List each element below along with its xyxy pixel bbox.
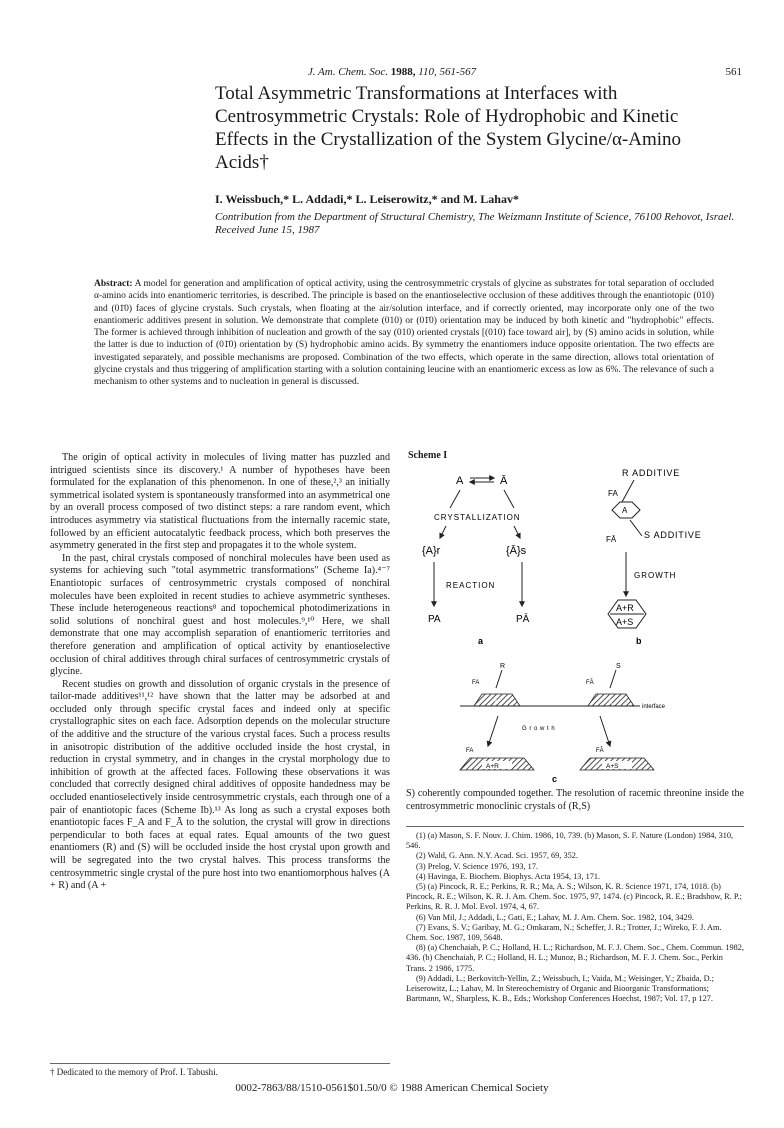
reference-item: (3) Prelog, V. Science 1976, 193, 17. xyxy=(416,861,539,871)
page-number: 561 xyxy=(725,66,742,78)
c-r-line xyxy=(496,670,502,688)
scheme-c-right-result: A+S xyxy=(606,763,619,770)
journal-year: 1988, xyxy=(390,66,416,78)
r-additive-line xyxy=(622,480,634,502)
reference-item: (7) Evans, S. V.; Garibay, M. G.; Omkaram, N.; Scheffer, J. R.; Trotter, J.; Wireko, F. J. Am. Chem. Soc. 1987, 109, 5648. xyxy=(406,922,722,943)
scheme-panel-c xyxy=(460,663,666,782)
scheme-b-r-additive: R ADDITIVE xyxy=(622,468,681,478)
scheme-c-fa-bottom: FA xyxy=(466,748,474,754)
scheme-b-result-bottom: A+S xyxy=(616,617,634,627)
scheme-panel-b xyxy=(606,468,702,646)
scheme-a-left-set: {A}r xyxy=(422,545,441,557)
reference-item: (6) Van Mil, J.; Addadi, L.; Gati, E.; Lahav, M. J. Am. Chem. Soc. 1982, 104, 3429. xyxy=(416,912,694,922)
scheme-c-r: R xyxy=(500,663,506,670)
scheme-c-interface: interface xyxy=(642,704,666,710)
scheme-a-label: a xyxy=(478,636,484,646)
body-paragraph: In the past, chiral crystals composed of nonchiral molecules have been used as systems for achieving such "total asymmetric transformations" (Scheme Ia).⁴⁻⁷ Enantiotopic surfaces of centrosymmetric crystals composed of nonchiral molecules have been exploited in recent studies to achieve asymmetric syntheses. These include heterogeneous reactions⁸ and topochemical photodimerizations in solid solutions of nonchiral guest and host molecules.⁹,¹⁰ Here, we shall demonstrate that one may accomplish separation of enantiomeric territories and therefore generation and amplification of optical activity by enantioselective occlusion of chiral additives through chiral surfaces of centrosymmetric crystals of glycine. xyxy=(50,552,390,678)
journal-volume-pages: 110, 561-567 xyxy=(418,66,477,78)
scheme-b-crystal: A xyxy=(622,506,628,515)
dedication-footnote: † Dedicated to the memory of Prof. I. Tabushi. xyxy=(50,1063,390,1077)
abstract xyxy=(94,278,714,389)
scheme-c-fa-top: FA xyxy=(472,680,480,686)
scheme-a-left-product: PA xyxy=(428,614,441,625)
scheme-a-crystallization: CRYSTALLIZATION xyxy=(434,513,521,522)
article-authors: I. Weissbuch,* L. Addadi,* L. Leiserowitz,* and M. Lahav* xyxy=(215,192,519,206)
scheme-a-top-right: Ā xyxy=(500,475,508,487)
journal-name: J. Am. Chem. Soc. xyxy=(307,66,389,78)
arrow-crystallize-right xyxy=(514,526,520,538)
branch-line-right xyxy=(504,490,514,508)
body-left-column xyxy=(50,452,390,893)
reference-item: (5) (a) Pincock, R. E.; Perkins, R. R.; Ma, A. S.; Wilson, K. R. Science 1971, 174, 1018. (b) Pincock, R. E.; Wilson, K. R. J. Am. Chem. Soc. 1975, 97, 1474. (c) Pincock, R. E.; Bradshow, R. P.; Perkins, R. R. J. Mol. Evol. 1974, 4, 67. xyxy=(406,882,742,912)
reference-item: (9) Addadi, L.; Berkovitch-Yellin, Z.; Weissbuch, I.; Vaida, M.; Weisinger, Y.; Zbaida, D.; Leiserowitz, L.; Lahav, M. In Stereochemistry of Organic and Bioorganic Transformations; Bartmann, W., Sharpless, K. B., Eds.; Workshop Conferences Hoechst, 1987; Vol. 17, p 127. xyxy=(406,973,714,1004)
branch-line-left xyxy=(450,490,460,508)
scheme-c-left-result: A+R xyxy=(486,763,499,770)
body-paragraph: Recent studies on growth and dissolution of organic crystals in the presence of tailor-made additives¹¹,¹² have shown that the latter may be adsorbed at and occluded only through specific crystal faces and indeed only at specific crystallographic sites on each face. Adsorption depends on the molecular structure of the additive and the structure of the various crystal faces. Such a process results in anisotropic distribution of the additive occluded inside the host crystal, in reduction in crystal symmetry, and in changes in the crystal morphology due to inhibition of growth at the affected faces. Following these observations it was concluded that correctly designed chiral additives of opposite handedness may be occluded enantioselectively inside centrosymmetric crystals, each through one of a pair of enantiotopic faces (Scheme Ib).¹³ As long as such a crystal exposes both enantiotopic faces F_A and F_Ā to the solution, the crystal will grow in directions perpendicular to both faces at equal rates. Equal amounts of the two guest enantiomers (R) and (S) will be occluded inside the host crystal upon growth and will be segregated into the two crystal halves. This process transforms the centrosymmetric single crystal of the pure host into two enantiomorphous halves (A + R) and (A + xyxy=(50,678,390,892)
body-paragraph: The origin of optical activity in molecules of living matter has puzzled and intrigued scientists since its discovery.¹ A number of hypotheses have been formulated for the explanation of this phenomenon. In one of these,²,³ an initially symmetrical isolated system is spontaneously transformed into an asymmetrical one by an overall process composed of two distinct steps: a rare random event, which introduces asymmetry via statistical fluctuations from the internally racemic state, followed by an efficient autocatalytic feedback process, which both preserves the asymmetry generated in the first step and propagates it to the whole system. xyxy=(50,452,390,552)
abstract-text: A model for generation and amplification of optical activity, using the centrosymmetric crystals of glycine as substrates for total separation of occluded α-amino acids into enantiomeric territories, is described. The principle is based on the enantioselective occlusion of these additives through the enantiotopic (010) and (01̄0) faces of glycine crystals. Such crystals, when floating at the air/solution interface, and if correctly oriented, may incorporate only one of the two enantiomeric additives present in solution. We demonstrate that complete (010) or (01̄0) orientation may be induced by both kinetic and "hydrophobic" effects. The former is achieved through inhibition of nucleation and growth of the say (010) oriented crystals [(010) face toward air], by (S) amino acids in solution, while the latter is due to induction of (01̄0) orientation by (S) hydrophobic amino acids. By symmetry the enantiomers induce opposite orientation. The two effects are investigated separately, and possible mechanisms are proposed. Combination of the two effects, which operate in the same direction, allows total orientation of glycine crystals and thus triggering of amplification starting with a solution containing leucine with an enantiomeric excess as low as 6%. The relevance of such a mechanism to other systems and to nucleation in general is discussed. xyxy=(94,279,714,388)
scheme-c-growth: G r o w t h xyxy=(522,726,556,732)
scheme-c-crystal-right: A xyxy=(608,700,613,706)
scheme-a-reaction: REACTION xyxy=(446,581,496,590)
scheme-a-right-set: {Ā}s xyxy=(506,545,527,557)
scheme-c-s: S xyxy=(616,663,621,670)
scheme-b-fa: FA xyxy=(608,489,618,498)
c-s-line xyxy=(610,670,616,688)
scheme-b-s-additive: S ADDITIVE xyxy=(644,530,702,540)
running-head xyxy=(0,66,784,78)
scheme-figure xyxy=(400,462,744,782)
article-affiliation: Contribution from the Department of Structural Chemistry, The Weizmann Institute of Science, 76100 Rehovot, Israel. Received June 15, 1987 xyxy=(215,211,735,236)
scheme-panel-a xyxy=(422,475,530,646)
scheme-c-fa-bar-bottom: FĀ xyxy=(596,748,604,754)
scheme-b-result-top: A+R xyxy=(616,603,634,613)
scheme-a-right-product: PĀ xyxy=(516,614,530,625)
scheme-a-top-left: A xyxy=(456,475,464,487)
arrow-crystallize-left xyxy=(440,526,446,538)
scheme-c-fa-bar-top: FĀ xyxy=(586,680,594,686)
arrow-growth-left xyxy=(488,716,498,746)
abstract-label: Abstract: xyxy=(94,279,133,289)
scheme-b-fa-bar: FĀ xyxy=(606,535,617,544)
article-title: Total Asymmetric Transformations at Interfaces with Centrosymmetric Crystals: Role of Hydrophobic and Kinetic Effects in the Crystallization of the System Glycine/α-Amino Acids† xyxy=(215,83,682,173)
body-right-text: S) coherently compounded together. The resolution of racemic threonine inside the centrosymmetric monoclinic crystals of (R,S) xyxy=(406,788,744,812)
reference-item: (1) (a) Mason, S. F. Nouv. J. Chim. 1986, 10, 739. (b) Mason, S. F. Nature (London) 1984, 310, 546. xyxy=(406,831,734,851)
s-additive-line xyxy=(630,520,642,536)
reference-item: (4) Havinga, E. Biochem. Biophys. Acta 1954, 13, 171. xyxy=(416,871,601,881)
arrow-growth-right xyxy=(600,716,610,746)
scheme-c-label: c xyxy=(552,774,558,782)
references xyxy=(406,826,744,1004)
reference-item: (8) (a) Chenchaiah, P. C.; Holland, H. L.; Richardson, M. F. J. Chem. Soc., Chem. Commun. 1982, 436. (b) Chenchaiah, P. C.; Holland, H. L.; Munoz, B.; Richardson, M. F. J. Chem. Soc., Perkin Trans. 2 1986, 1775. xyxy=(406,943,744,973)
scheme-title: Scheme I xyxy=(408,450,448,461)
reference-item: (2) Wald, G. Ann. N.Y. Acad. Sci. 1957, 69, 352. xyxy=(416,851,578,861)
scheme-b-label: b xyxy=(636,636,642,646)
scheme-c-crystal-left: A xyxy=(494,700,499,706)
scheme-b-growth: GROWTH xyxy=(634,571,677,580)
page-footer: 0002-7863/88/1510-0561$01.50/0 © 1988 American Chemical Society xyxy=(235,1082,549,1094)
